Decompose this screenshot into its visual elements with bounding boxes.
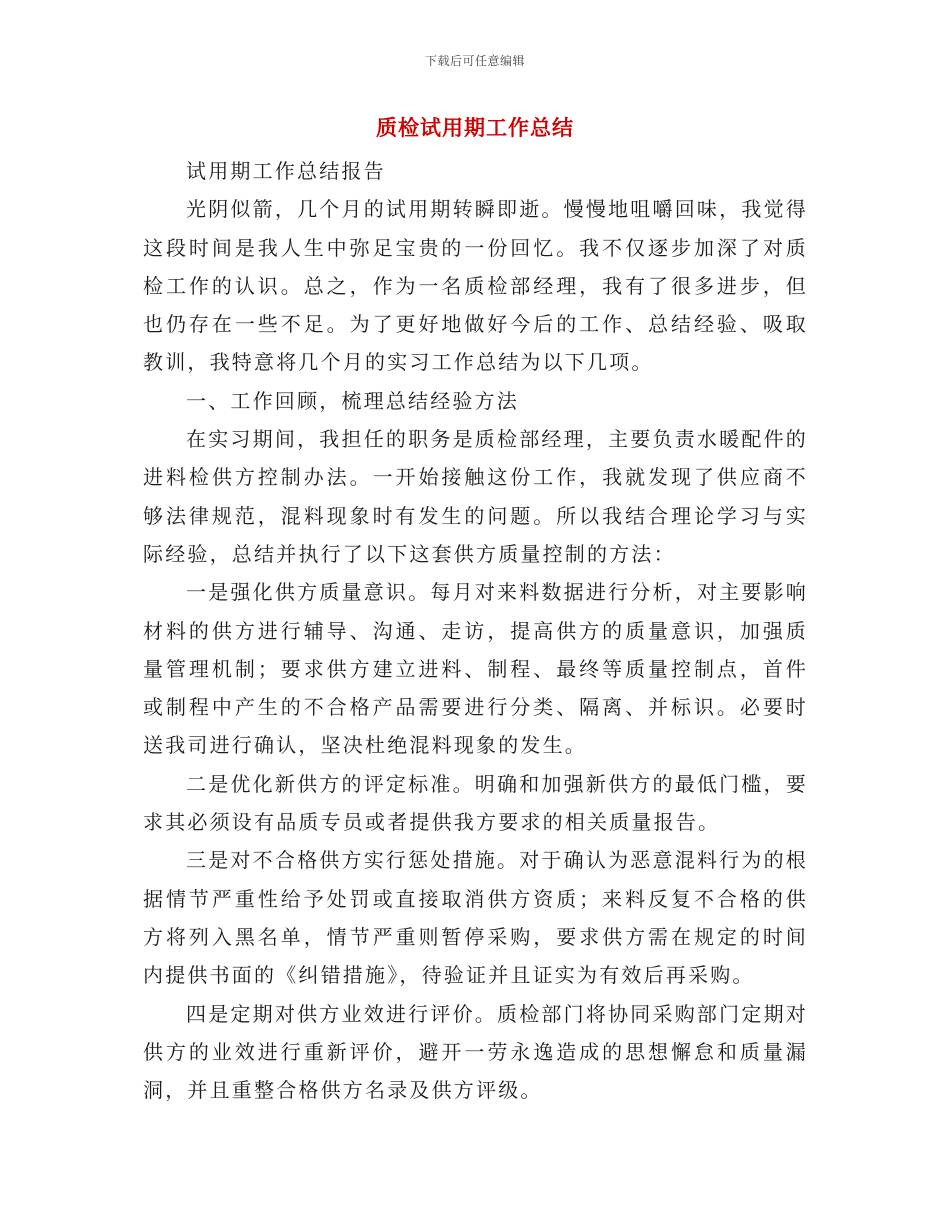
paragraph-point-two: 二是优化新供方的评定标准。明确和加强新供方的最低门槛，要求其必须设有品质专员或者提供我方要求的相关质量报告。: [143, 771, 808, 835]
header-note: 下载后可任意编辑: [424, 54, 525, 68]
paragraph-internship-duties: 在实习期间，我担任的职务是质检部经理，主要负责水暖配件的进料检供方控制办法。一开始接触这份工作，我就发现了供应商不够法律规范，混料现象时有发生的问题。所以我结合理论学习与实际经验，总结并执行了以下这套供方质量控制的方法：: [143, 427, 808, 566]
paragraph-intro: 光阴似箭，几个月的试用期转瞬即逝。慢慢地咀嚼回味，我觉得这段时间是我人生中弥足宝贵的一份回忆。我不仅逐步加深了对质检工作的认识。总之，作为一名质检部经理，我有了很多进步，但也仍存在一些不足。为了更好地做好今后的工作、总结经验、吸取教训，我特意将几个月的实习工作总结为以下几项。: [143, 197, 808, 375]
paragraph-point-one: 一是强化供方质量意识。每月对来料数据进行分析，对主要影响材料的供方进行辅导、沟通、走访，提高供方的质量意识，加强质量管理机制；要求供方建立进料、制程、最终等质量控制点，首件或制程中产生的不合格产品需要进行分类、隔离、并标识。必要时送我司进行确认，坚决杜绝混料现象的发生。: [143, 580, 808, 758]
paragraph-point-three: 三是对不合格供方实行惩处措施。对于确认为恶意混料行为的根据情节严重性给予处罚或直接取消供方资质；来料反复不合格的供方将列入黑名单，情节严重则暂停采购，要求供方需在规定的时间内提供书面的《纠错措施》，待验证并且证实为有效后再采购。: [143, 848, 808, 988]
paragraph-section-heading: 一、工作回顾，梳理总结经验方法: [186, 388, 519, 413]
paragraph-subtitle: 试用期工作总结报告: [186, 159, 386, 183]
document-title: 质检试用期工作总结: [376, 116, 574, 140]
paragraph-point-four: 四是定期对供方业效进行评价。质检部门将协同采购部门定期对供方的业效进行重新评价，避开一劳永逸造成的思想懈怠和质量漏洞，并且重整合格供方名录及供方评级。: [143, 1001, 808, 1103]
document-body: [143, 152, 808, 1109]
